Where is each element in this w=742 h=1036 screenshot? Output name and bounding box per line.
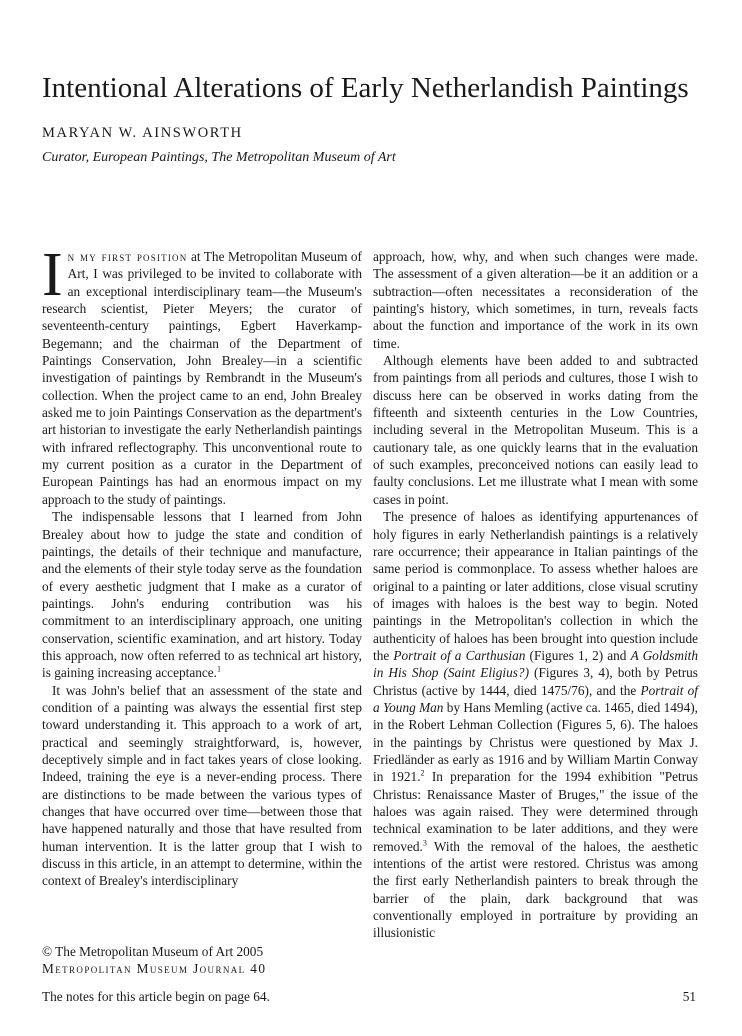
artwork-title: A Goldsmith in His Shop (Saint Eligius?) [373, 647, 698, 681]
paragraph-text: The presence of haloes as identifying appurtenances of holy figures in early Netherlandish paintings is a relatively rare occurrence; their appearance in Italian paintings of the same period is commonplace. To assess whether haloes are original to a painting or later additions, close visual scrutiny of images with haloes is the best way to begin. Noted paintings in the Metropolitan's collection in which the authenticity of haloes has been brought into question include the [373, 509, 698, 663]
left-paragraph-1 [42, 241, 362, 508]
paragraph-text: (Figures 3, 4), both by Petrus Christus (active by 1444, died 1475/76), and the [373, 665, 698, 698]
paragraph-text: In preparation for the 1994 exhibition "Petrus Christus: Renaissance Master of Bruges," the issue of the haloes was again raised. They were determined through technical examination to be later additions, and they were removed. [373, 769, 699, 854]
footnote-ref[interactable]: 2 [420, 768, 425, 778]
copyright-line: © The Metropolitan Museum of Art 2005 [42, 944, 264, 959]
right-paragraph-2 [373, 352, 698, 508]
left-paragraph-3 [42, 682, 362, 890]
left-paragraph-2 [42, 508, 362, 681]
artwork-title: Portrait of a Young Man [373, 682, 698, 715]
author-affiliation: Curator, European Paintings, The Metropolitan Museum of Art [42, 150, 396, 165]
paragraph-text: at The Metropolitan Museum of Art, I was privileged to be invited to collaborate with an exceptional interdisciplinary team—the Museum's research scientist, Pieter Meyers; the curator of seventeenth-century paintings, Egbert Haverkamp-Begemann; and the chairman of the Department of Paintings Conservation, John Brealey—in a scientific investigation of paintings by Rembrandt in the Museum's collection. When the project came to an end, John Brealey asked me to join Paintings Conservation as the department's art historian to investigate the early Netherlandish paintings with infrared reflectography. This unconventional route to my current position as a curator in the Department of European Paintings has had an enormous impact on my approach to the study of paintings. [42, 249, 362, 507]
journal-name: Metropolitan Museum Journal 40 [42, 961, 267, 976]
author-name: MARYAN W. AINSWORTH [42, 125, 243, 141]
paragraph-text: approach, how, why, and when such changes were made. The assessment of a given alteration—be it an addition or a subtraction—often necessitates a reconsideration of the painting's history, which sometimes, in turn, reveals facts about the function and importance of the work in its own time. [373, 249, 698, 351]
drop-cap: I [42, 241, 63, 309]
lead-in-smallcaps: n my first position [67, 249, 188, 264]
left-column [42, 241, 362, 890]
paragraph-text: by Hans Memling (active ca. 1465, died 1494), in the Robert Lehman Collection (Figures 5, 6). The haloes in the paintings by Christus were questioned by Max J. Friedländer as early as 1916 and by William Martin Conway in 1921. [373, 699, 698, 785]
paragraph-text: (Figures 1, 2) and [525, 647, 631, 663]
page-footer [42, 943, 266, 977]
artwork-title: Portrait of a Carthusian [393, 647, 526, 663]
paragraph-text: Although elements have been added to and subtracted from paintings from all periods and cultures, those I wish to discuss here can be observed in works dating from the fifteenth and sixteenth centuries in the Low Countries, including several in the Metropolitan Museum. This is a cautionary tale, as one quickly learns that in the evaluation of such examples, preconceived notions can easily lead to faulty conclusions. Let me illustrate what I mean with some cases in point. [373, 353, 698, 507]
right-paragraph-3 [373, 508, 698, 942]
paragraph-text: The indispensable lessons that I learned from John Brealey about how to judge the state and condition of paintings, the details of their technique and manufacture, and the elements of their style today serve as the foundation of every aesthetic judgment that I make as a curator of paintings. John's enduring contribution was his commitment to an interdisciplinary approach, one uniting conservation, scientific examination, and art history. Today this approach, now often referred to as technical art history, is gaining increasing acceptance. [42, 509, 362, 681]
footnote-ref[interactable]: 3 [422, 838, 427, 848]
notes-reference: The notes for this article begin on page 64. [42, 989, 270, 1004]
paragraph-text: It was John's belief that an assessment of the state and condition of a painting was always the essential first step toward understanding it. This approach to a work of art, practical and seemingly straightforward, is, however, deceptively simple and in fact takes years of close looking. Indeed, training the eye is a never-ending process. There are distinctions to be made between the various types of changes that have occurred over time—between those that have happened naturally and those that have resulted from human intervention. It is the latter group that I wish to discuss in this article, in an attempt to determine, within the context of Brealey's interdisciplinary [42, 682, 362, 889]
right-paragraph-1 [373, 248, 698, 352]
footnote-ref[interactable]: 1 [217, 664, 221, 674]
article-title: Intentional Alterations of Early Netherlandish Paintings [42, 72, 689, 104]
paragraph-text: With the removal of the haloes, the aesthetic intentions of the artist were restored. Christus was among the first early Netherlandish painters to break through the barrier of the plain, dark background that was conventionally employed in portraiture by providing an illusionistic [373, 838, 698, 941]
page-number: 51 [682, 989, 696, 1004]
right-column [373, 248, 698, 942]
